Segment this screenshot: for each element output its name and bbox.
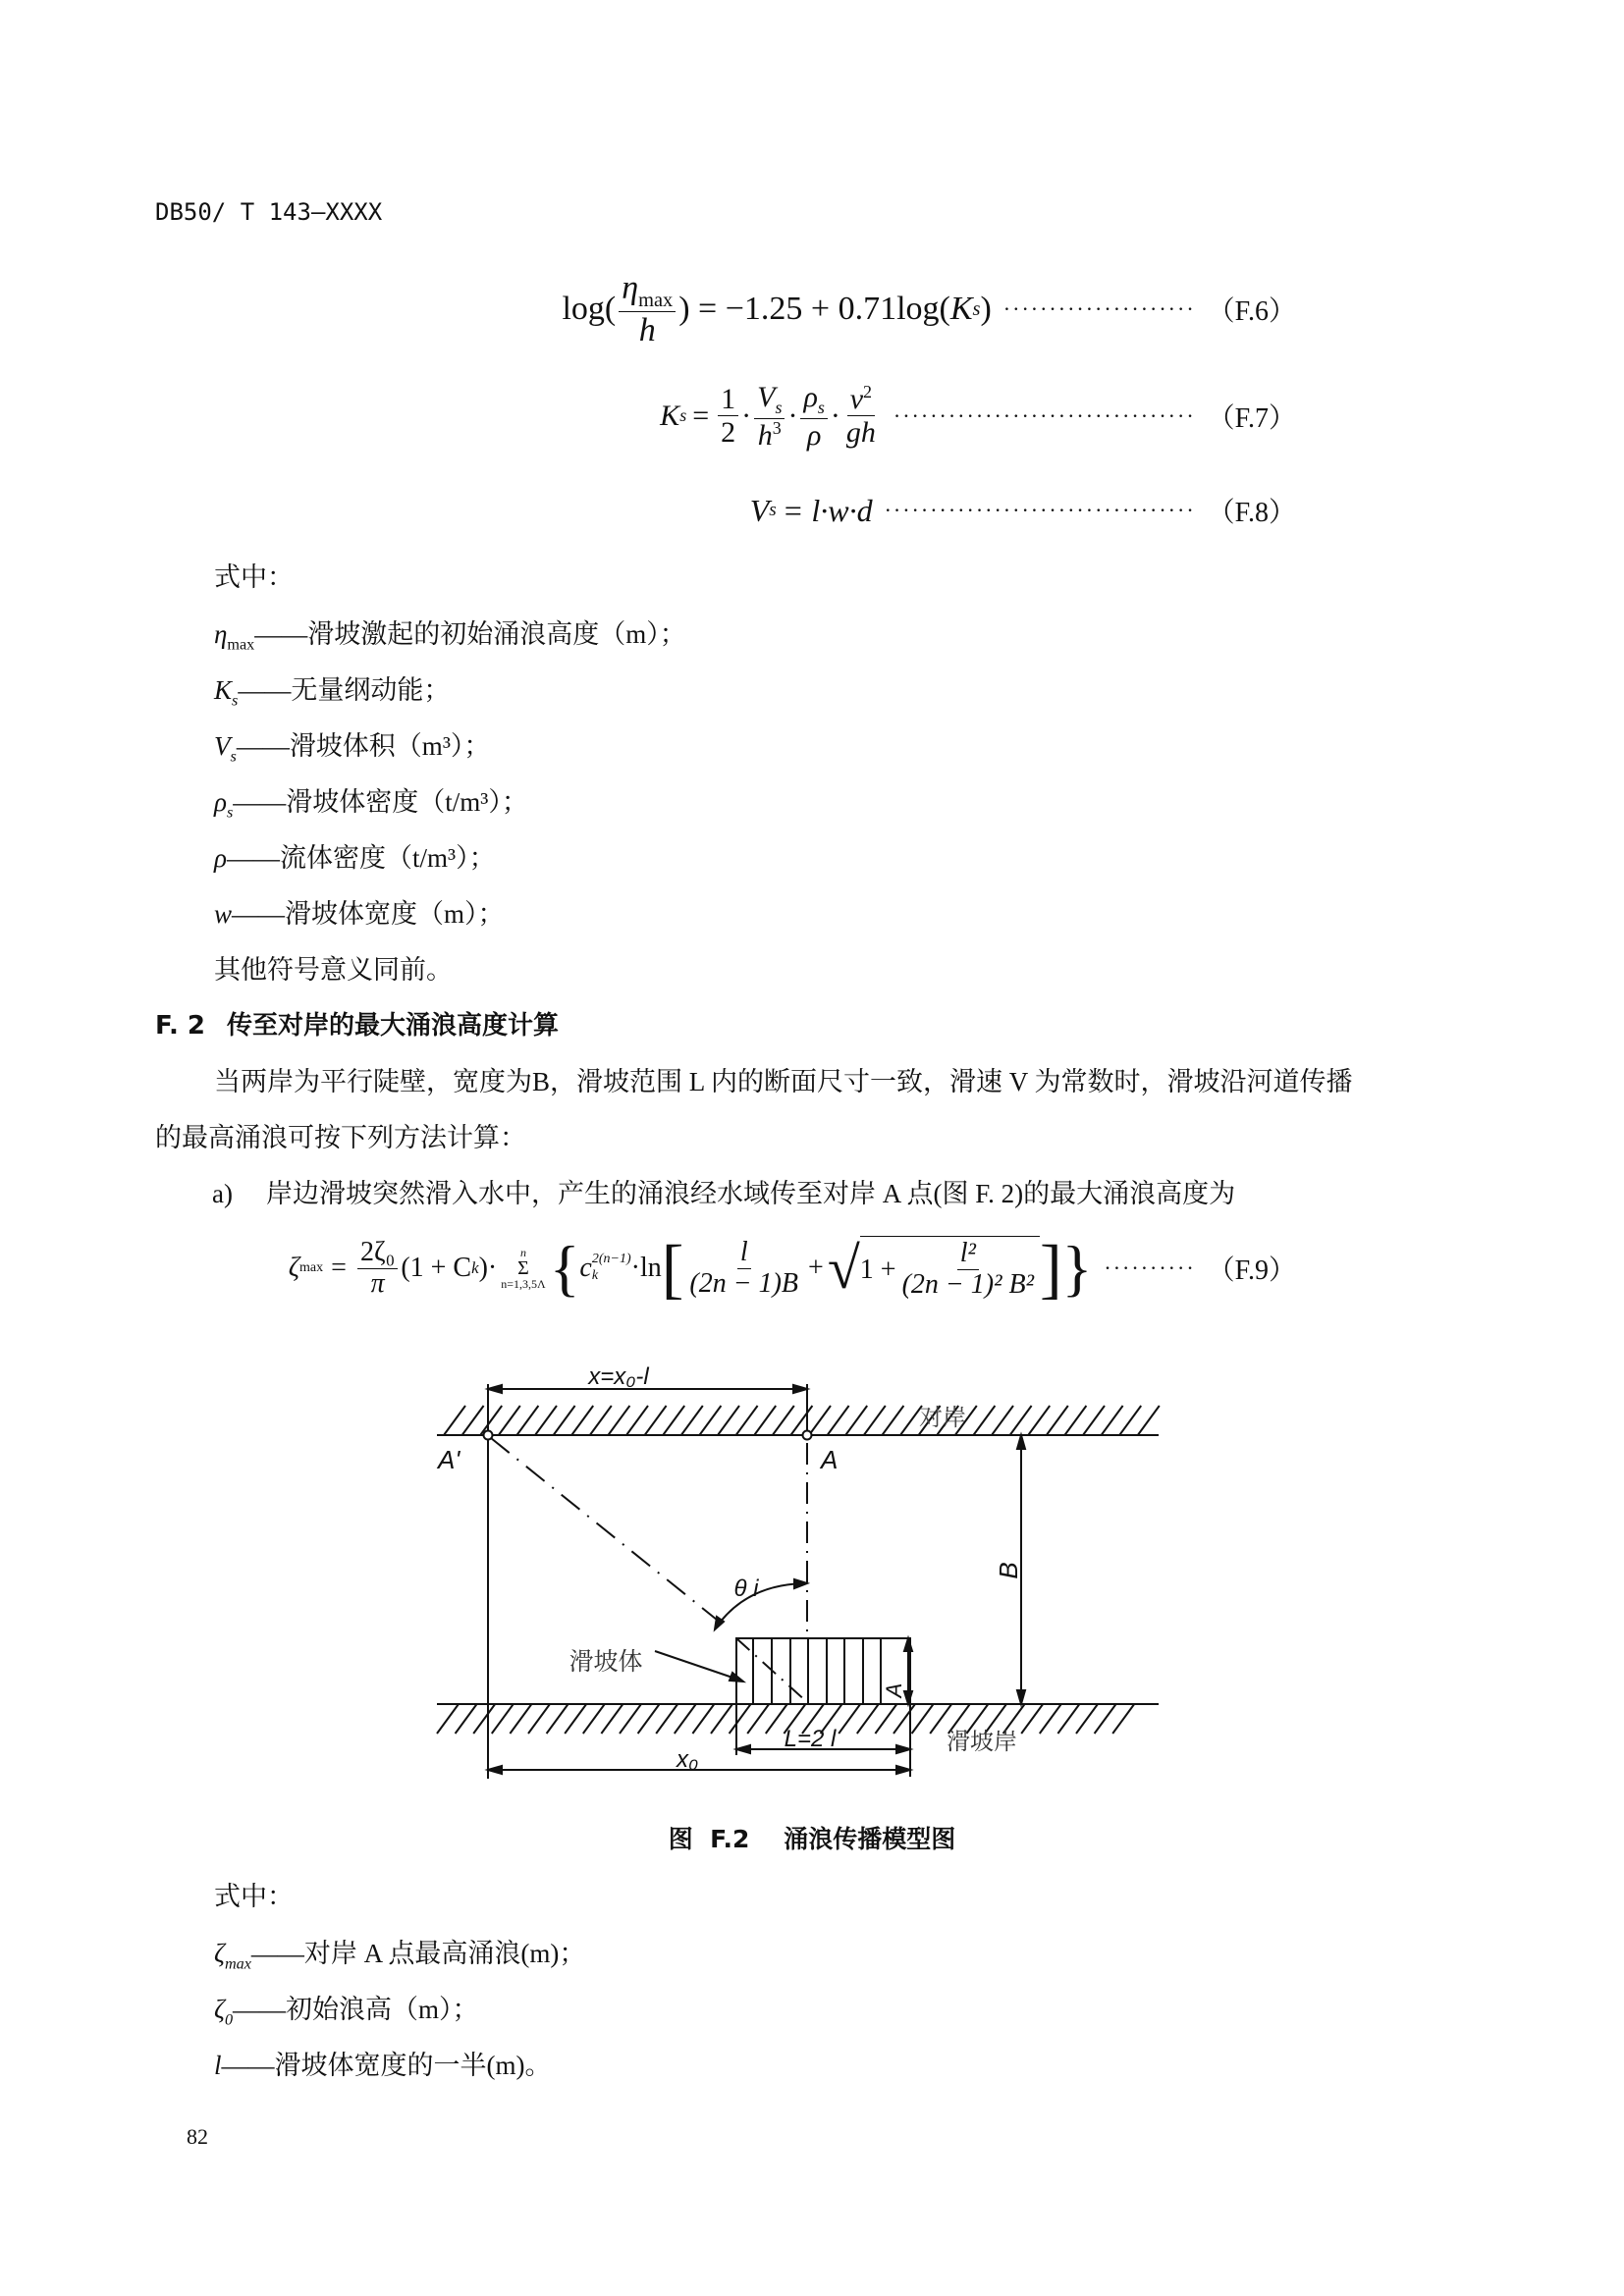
section-title: 传至对岸的最大涌浪高度计算 bbox=[226, 1011, 559, 1041]
numerator: 1 bbox=[718, 383, 738, 416]
eq-text: ·ln bbox=[630, 1253, 662, 1283]
opposite-bank-hatch bbox=[571, 1406, 593, 1435]
eq-sub: max bbox=[638, 289, 674, 311]
opposite-bank-hatch bbox=[462, 1406, 484, 1435]
slide-bank-hatch bbox=[857, 1704, 879, 1734]
opposite-bank-hatch bbox=[663, 1406, 684, 1435]
slide-bank-hatch bbox=[492, 1704, 514, 1734]
opposite-bank-hatch bbox=[736, 1406, 758, 1435]
eq-text: = bbox=[692, 399, 710, 432]
denominator: (2n − 1)B bbox=[689, 1267, 799, 1299]
slide-bank-hatch bbox=[675, 1704, 696, 1734]
eq-text: = l·w·d bbox=[782, 492, 873, 528]
slide-bank-hatch bbox=[437, 1704, 459, 1734]
symbol: l bbox=[214, 2051, 222, 2080]
eq-sup: 2(n−1) bbox=[591, 1252, 631, 1267]
eq-text: · bbox=[787, 399, 798, 432]
symbol: ζ bbox=[214, 1939, 225, 1968]
opposite-bank-hatch bbox=[1138, 1406, 1160, 1435]
slide-bank-hatch bbox=[875, 1704, 896, 1734]
slide-bank-hatch bbox=[656, 1704, 677, 1734]
opposite-bank-hatch bbox=[645, 1406, 667, 1435]
definition-item bbox=[214, 2048, 552, 2093]
sum-symbol: Σ bbox=[517, 1257, 529, 1279]
opposite-bank-hatch bbox=[590, 1406, 612, 1435]
brace-open: { bbox=[549, 1233, 580, 1303]
slide-bank-hatch bbox=[565, 1704, 586, 1734]
eq-sub: s bbox=[817, 398, 825, 417]
fraction bbox=[357, 1238, 398, 1300]
symbol: η bbox=[214, 619, 228, 649]
fraction bbox=[843, 383, 879, 449]
eq-sup: 2 bbox=[863, 382, 873, 402]
slide-bank-hatch bbox=[1021, 1704, 1043, 1734]
other-symbols-note: 其他符号意义同前。 bbox=[214, 955, 453, 985]
denominator: ρ bbox=[806, 418, 822, 452]
fraction bbox=[718, 383, 738, 449]
eq-sub: s bbox=[972, 297, 981, 320]
label-slide-bank: 滑坡岸 bbox=[947, 1729, 1017, 1755]
definition-text: ——初始浪高（m）； bbox=[233, 1995, 479, 2024]
opposite-bank-hatch bbox=[1102, 1406, 1123, 1435]
page-number: 82 bbox=[187, 2124, 208, 2149]
slide-bank-hatch bbox=[583, 1704, 605, 1734]
leader-arrow bbox=[655, 1651, 741, 1681]
opposite-bank-hatch bbox=[992, 1406, 1013, 1435]
summation bbox=[501, 1247, 545, 1290]
opposite-bank-hatch bbox=[480, 1406, 502, 1435]
symbol-subscript: max bbox=[224, 1954, 251, 1973]
numerator: 2ζ₀ bbox=[357, 1238, 398, 1269]
label-a: A bbox=[821, 1445, 839, 1474]
opposite-bank-hatch bbox=[516, 1406, 538, 1435]
eq-sub: k bbox=[471, 1258, 479, 1277]
eq-symbol: c bbox=[579, 1253, 592, 1283]
opposite-bank-hatch bbox=[699, 1406, 721, 1435]
denominator: 2 bbox=[721, 416, 736, 450]
definition-item bbox=[214, 1992, 479, 2037]
definition-text: ——滑坡体积（m³）； bbox=[236, 731, 491, 761]
opposite-bank-hatch bbox=[1010, 1406, 1032, 1435]
numerator: ρ bbox=[803, 381, 818, 413]
fraction bbox=[754, 381, 785, 452]
sum-lower: n=1,3,5Λ bbox=[501, 1277, 546, 1291]
point-a-prime bbox=[484, 1431, 493, 1440]
eq-symbol: V bbox=[749, 492, 770, 528]
definition-text: ——滑坡体密度（t/m³）； bbox=[233, 787, 528, 817]
brace-close: } bbox=[1061, 1233, 1093, 1303]
numerator: l bbox=[737, 1238, 751, 1269]
numerator: v bbox=[849, 383, 864, 416]
section-number: F. 2 bbox=[155, 1011, 205, 1041]
sqrt-sign: √ bbox=[827, 1236, 860, 1301]
where-label: 式中： bbox=[214, 562, 294, 592]
label-theta: θ i bbox=[733, 1575, 759, 1602]
slide-bank-hatch bbox=[912, 1704, 934, 1734]
where-label: 式中： bbox=[214, 1882, 294, 1911]
definition-item bbox=[214, 728, 490, 774]
opposite-bank-hatch bbox=[773, 1406, 794, 1435]
slide-bank-hatch bbox=[1095, 1704, 1116, 1734]
equation-number: （F.7） bbox=[1207, 402, 1296, 434]
opposite-bank-hatch bbox=[444, 1406, 465, 1435]
definition-item bbox=[214, 784, 528, 829]
leader-dots: ·········· bbox=[1104, 1255, 1196, 1280]
eq-symbol: K bbox=[949, 291, 973, 328]
slide-bank-hatch bbox=[1076, 1704, 1098, 1734]
eq-symbol: η bbox=[622, 270, 639, 306]
equation-number: （F.6） bbox=[1207, 296, 1296, 328]
wave-propagation-diagram bbox=[412, 1355, 1198, 1806]
sqrt-body bbox=[860, 1236, 1040, 1301]
leader-dots: ····················· bbox=[1002, 296, 1196, 322]
sum-upper: n bbox=[519, 1246, 526, 1259]
label-opposite-bank: 对岸 bbox=[919, 1405, 966, 1431]
equation-f6 bbox=[562, 270, 991, 349]
label-x: x=x₀-l bbox=[588, 1363, 649, 1390]
list-item-a bbox=[212, 1176, 1235, 1211]
definition-text: ——流体密度（t/m³）； bbox=[226, 843, 496, 873]
list-item-text: 岸边滑坡突然滑入水中，产生的涌浪经水域传至对岸 A 点(图 F. 2)的最大涌浪高度为 bbox=[265, 1179, 1236, 1208]
leader-dots: ································· bbox=[893, 402, 1196, 428]
opposite-bank-hatch bbox=[1064, 1406, 1086, 1435]
eq-text: (1 + C bbox=[401, 1253, 472, 1283]
slide-bank-hatch bbox=[473, 1704, 495, 1734]
eq-symbol: h bbox=[638, 312, 656, 349]
propagation-line bbox=[491, 1438, 717, 1620]
eq-text: )· bbox=[478, 1253, 498, 1283]
angle-arrows bbox=[715, 1579, 807, 1629]
opposite-bank-hatch bbox=[809, 1406, 831, 1435]
angle-arc bbox=[717, 1583, 803, 1627]
opposite-bank-hatch bbox=[1047, 1406, 1068, 1435]
slide-bank-hatch bbox=[1057, 1704, 1079, 1734]
opposite-bank-hatch bbox=[608, 1406, 629, 1435]
equation-row-f7 bbox=[660, 381, 1296, 452]
eq-text: · bbox=[830, 399, 840, 432]
numerator: V bbox=[757, 381, 776, 413]
fraction bbox=[899, 1239, 1037, 1301]
slide-bank-hatch bbox=[692, 1704, 714, 1734]
equation-row-f8 bbox=[750, 491, 1296, 530]
eq-text: = bbox=[331, 1253, 347, 1283]
symbol: ζ bbox=[214, 1995, 225, 2024]
denominator: (2n − 1)² B² bbox=[901, 1269, 1035, 1300]
label-l: L=2 l bbox=[784, 1726, 837, 1752]
paragraph-line: 当两岸为平行陡壁，宽度为B，滑坡范围 L 内的断面尺寸一致，滑速 V 为常数时，滑坡沿河道传播 bbox=[214, 1067, 1353, 1096]
eq-sub: s bbox=[775, 398, 783, 417]
label-x0: x₀ bbox=[676, 1746, 699, 1773]
document-header: DB50/ T 143—XXXX bbox=[155, 198, 383, 226]
opposite-bank-hatch bbox=[626, 1406, 648, 1435]
slide-bank-hatch bbox=[528, 1704, 550, 1734]
definition-item bbox=[214, 840, 496, 885]
opposite-bank-hatch bbox=[1083, 1406, 1105, 1435]
definition-item bbox=[214, 672, 450, 718]
slide-bank-hatch bbox=[730, 1704, 751, 1734]
opposite-bank-hatch bbox=[845, 1406, 867, 1435]
denominator: gh bbox=[845, 416, 876, 450]
slide-bank-hatch bbox=[1112, 1704, 1134, 1734]
symbol: V bbox=[214, 731, 231, 761]
slide-bank-hatch bbox=[711, 1704, 732, 1734]
eq-text: log( bbox=[562, 291, 617, 328]
eq-sub: k bbox=[591, 1268, 599, 1283]
opposite-bank-hatch bbox=[535, 1406, 557, 1435]
equation-f8 bbox=[750, 493, 873, 529]
eq-symbol: K bbox=[660, 399, 680, 432]
point-a bbox=[803, 1431, 812, 1440]
denominator: π bbox=[370, 1267, 385, 1299]
definition-text: ——滑坡体宽度（m）； bbox=[232, 899, 505, 929]
symbol-subscript: s bbox=[226, 803, 234, 822]
opposite-bank-hatch bbox=[554, 1406, 575, 1435]
equation-row-f6 bbox=[562, 270, 1296, 349]
definition-text: ——滑坡体宽度的一半(m)。 bbox=[221, 2051, 552, 2080]
slide-bank-hatch bbox=[547, 1704, 568, 1734]
symbol: w bbox=[214, 899, 233, 929]
label-height: A bbox=[882, 1682, 906, 1698]
label-a-prime: A' bbox=[438, 1445, 460, 1474]
eq-text: ) bbox=[980, 291, 992, 328]
denominator: h bbox=[757, 418, 773, 452]
slide-bank-hatch bbox=[747, 1704, 769, 1734]
equation-number: （F.8） bbox=[1207, 498, 1296, 528]
equation-row-f9 bbox=[288, 1231, 1296, 1306]
fraction bbox=[800, 381, 827, 452]
definition-item bbox=[214, 896, 505, 941]
slide-bank-hatch bbox=[620, 1704, 641, 1734]
symbol: K bbox=[214, 675, 233, 705]
figure-caption: 图 F.2 涌浪传播模型图 bbox=[668, 1825, 956, 1853]
fraction bbox=[686, 1238, 801, 1300]
symbol-subscript: s bbox=[230, 747, 237, 766]
opposite-bank-hatch bbox=[864, 1406, 886, 1435]
bracket-close: ] bbox=[1040, 1231, 1062, 1306]
slide-bank-hatch bbox=[893, 1704, 915, 1734]
opposite-bank-hatch bbox=[499, 1406, 520, 1435]
eq-sub: max bbox=[299, 1260, 324, 1275]
list-marker: a) bbox=[212, 1179, 233, 1208]
label-b: B bbox=[994, 1562, 1023, 1579]
bracket-open: [ bbox=[661, 1231, 684, 1306]
fraction bbox=[619, 270, 676, 349]
opposite-bank-hatch bbox=[882, 1406, 903, 1435]
slide-bank-hatch bbox=[456, 1704, 477, 1734]
definition-item bbox=[214, 616, 686, 662]
equation-f9 bbox=[288, 1231, 1093, 1306]
slide-bank-hatch bbox=[839, 1704, 860, 1734]
section-heading bbox=[155, 1008, 559, 1043]
numerator: l² bbox=[957, 1239, 979, 1270]
opposite-bank-hatch bbox=[828, 1406, 849, 1435]
eq-text: 1 + bbox=[859, 1254, 896, 1285]
paragraph-line: 的最高涌浪可按下列方法计算： bbox=[155, 1123, 526, 1152]
definition-text: ——滑坡激起的初始涌浪高度（m）； bbox=[254, 619, 686, 649]
slide-bank-hatch bbox=[601, 1704, 623, 1734]
eq-sup: 3 bbox=[772, 417, 782, 438]
eq-text: + bbox=[808, 1253, 824, 1283]
slide-bank-hatch bbox=[1040, 1704, 1061, 1734]
definition-text: ——无量纲动能； bbox=[238, 675, 451, 705]
label-slide-body: 滑坡体 bbox=[568, 1648, 643, 1676]
definition-item bbox=[214, 1936, 585, 1981]
opposite-bank-hatch bbox=[681, 1406, 703, 1435]
opposite-bank-hatch bbox=[1119, 1406, 1141, 1435]
eq-symbol: ζ bbox=[288, 1253, 300, 1283]
eq-sub: s bbox=[769, 500, 777, 520]
slide-bank-hatch bbox=[638, 1704, 660, 1734]
opposite-bank-hatch bbox=[1028, 1406, 1050, 1435]
opposite-bank-hatch bbox=[754, 1406, 776, 1435]
leader-dots: ·································· bbox=[884, 498, 1196, 522]
equation-f7 bbox=[660, 381, 882, 452]
slide-bank-hatch bbox=[510, 1704, 531, 1734]
opposite-bank-hatch bbox=[973, 1406, 995, 1435]
symbol: ρ bbox=[214, 843, 227, 873]
eq-text: · bbox=[741, 399, 752, 432]
eq-text: ) = −1.25 + 0.71log( bbox=[678, 291, 950, 328]
symbol-subscript: s bbox=[232, 691, 239, 710]
definition-text: ——对岸 A 点最高涌浪(m)； bbox=[250, 1939, 586, 1968]
symbol-subscript: max bbox=[227, 635, 255, 654]
equation-number: （F.9） bbox=[1207, 1255, 1296, 1286]
opposite-bank-hatch bbox=[718, 1406, 739, 1435]
eq-sub: s bbox=[679, 405, 687, 426]
symbol-subscript: 0 bbox=[224, 2010, 234, 2029]
symbol: ρ bbox=[214, 787, 227, 817]
